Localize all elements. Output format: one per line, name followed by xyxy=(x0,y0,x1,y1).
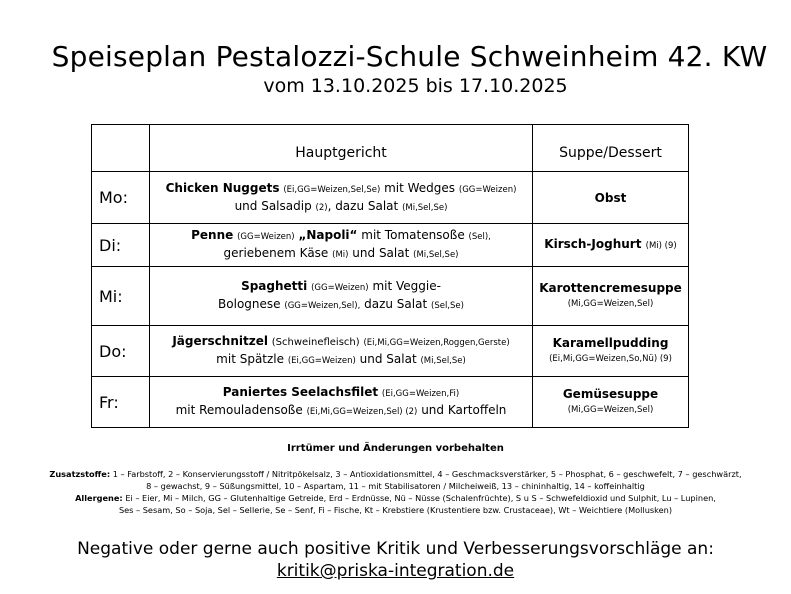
allergens-label: Allergene: xyxy=(75,493,123,503)
main-dish-cell: Jägerschnitzel (Schweinefleisch) (Ei,Mi,GG=Weizen,Roggen,Gerste) mit Spätzle (Ei,GG=Weizen) und Salat (Mi,Sel,Se) xyxy=(150,326,533,377)
legend xyxy=(20,468,771,516)
allergens-line-1: Ei – Eier, Mi – Milch, GG – Glutenhaltige Getreide, Erd – Erdnüsse, Nü – Nüsse (Schalenfrüchte), S u S – Schwefeldioxid und Sulphit, Lu – Lupinen, xyxy=(125,493,716,503)
table-row xyxy=(92,267,689,326)
side-dish-cell: Gemüsesuppe (Mi,GG=Weizen,Sel) xyxy=(533,377,689,428)
day-label: Di: xyxy=(92,224,150,267)
table-row xyxy=(92,224,689,267)
day-label: Fr: xyxy=(92,377,150,428)
disclaimer-notice: Irrtümer und Änderungen vorbehalten xyxy=(287,443,504,454)
main-dish-cell: Penne (GG=Weizen) „Napoli“ mit Tomatensoße (Sel), geriebenem Käse (Mi) und Salat (Mi,Sel,Se) xyxy=(150,224,533,267)
additives-label: Zusatzstoffe: xyxy=(49,469,111,479)
menu-table xyxy=(91,124,689,428)
header-side-cell: Suppe/Dessert xyxy=(533,125,689,172)
side-dish-cell: Karottencremesuppe (Mi,GG=Weizen,Sel) xyxy=(533,267,689,326)
feedback-email-link[interactable]: kritik@priska-integration.de xyxy=(276,561,515,581)
header-day-cell xyxy=(92,125,150,172)
page-subtitle: vom 13.10.2025 bis 17.10.2025 xyxy=(263,75,568,97)
table-row xyxy=(92,377,689,428)
main-dish-cell: Spaghetti (GG=Weizen) mit Veggie- Bolognese (GG=Weizen,Sel), dazu Salat (Sel,Se) xyxy=(150,267,533,326)
additives-line-1: 1 – Farbstoff, 2 – Konservierungsstoff / Nitritpökelsalz, 3 – Antioxidationsmittel, 4 – Geschmacksverstärker, 5 – Phosphat, 6 – geschwefelt, 7 – geschwärzt, xyxy=(112,469,742,479)
table-row xyxy=(92,172,689,224)
table-row xyxy=(92,326,689,377)
additives-line-2: 8 – gewachst, 9 – Süßungsmittel, 10 – Aspartam, 11 – mit Stabilisatoren / Milcheiweiß, 13 – chininhaltig, 14 – koffeinhaltig xyxy=(146,481,645,491)
header-main-cell: Hauptgericht xyxy=(150,125,533,172)
page-title: Speiseplan Pestalozzi-Schule Schweinheim 42. KW xyxy=(51,40,768,73)
main-dish-cell: Chicken Nuggets (Ei,GG=Weizen,Sel,Se) mit Wedges (GG=Weizen) und Salsadip (2), dazu Salat (Mi,Sel,Se) xyxy=(150,172,533,224)
feedback-text: Negative oder gerne auch positive Kritik und Verbesserungsvorschläge an: xyxy=(77,539,714,559)
allergens-line-2: Ses – Sesam, So – Soja, Sel – Sellerie, Se – Senf, Fi – Fische, Kt – Krebstiere (Krustentiere bzw. Crustaceae), Wt – Weichtiere (Mollusken) xyxy=(118,505,673,515)
day-label: Mi: xyxy=(92,267,150,326)
day-label: Do: xyxy=(92,326,150,377)
side-dish-cell: Obst xyxy=(533,172,689,224)
side-dish-cell: Kirsch-Joghurt (Mi) (9) xyxy=(533,224,689,267)
feedback-footer xyxy=(0,538,791,582)
main-dish-cell: Paniertes Seelachsfilet (Ei,GG=Weizen,Fi) mit Remouladensoße (Ei,Mi,GG=Weizen,Sel) (2) und Kartoffeln xyxy=(150,377,533,428)
side-dish-cell: Karamellpudding (Ei,Mi,GG=Weizen,So,Nü) (9) xyxy=(533,326,689,377)
day-label: Mo: xyxy=(92,172,150,224)
